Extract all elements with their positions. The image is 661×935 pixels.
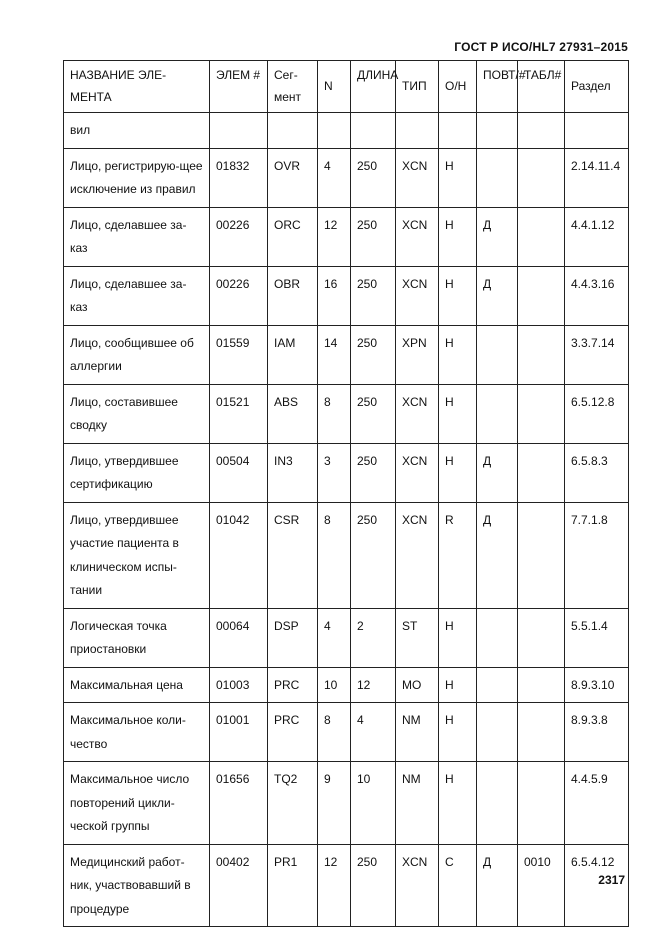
cell-type: XCN — [396, 844, 439, 927]
cell-type: XCN — [396, 266, 439, 325]
cell-n: 3 — [318, 443, 351, 502]
cell-optionality: R — [439, 502, 477, 608]
cell-name: Логическая точка приостановки — [64, 608, 210, 667]
cell-section — [565, 113, 629, 149]
cell-n — [318, 113, 351, 149]
cell-optionality: Н — [439, 443, 477, 502]
cell-elem — [210, 113, 268, 149]
col-header-section: Раздел — [565, 61, 629, 113]
col-header-repetition: ПОВТ/# — [477, 61, 518, 113]
cell-optionality: Н — [439, 148, 477, 207]
cell-segment: DSP — [268, 608, 318, 667]
cell-repetition — [477, 113, 518, 149]
table-header-row — [64, 61, 629, 113]
cell-table — [518, 443, 565, 502]
cell-length: 250 — [351, 207, 396, 266]
cell-length: 250 — [351, 325, 396, 384]
cell-table — [518, 608, 565, 667]
table-row — [64, 266, 629, 325]
cell-table — [518, 113, 565, 149]
cell-type: MO — [396, 667, 439, 703]
cell-optionality: Н — [439, 703, 477, 762]
cell-name: Лицо, утвердившее участие пациента в клиническом испы-тании — [64, 502, 210, 608]
cell-repetition — [477, 703, 518, 762]
cell-segment: IAM — [268, 325, 318, 384]
cell-type: XCN — [396, 443, 439, 502]
cell-segment: OVR — [268, 148, 318, 207]
cell-type: XCN — [396, 148, 439, 207]
cell-elem: 00226 — [210, 207, 268, 266]
cell-name: Лицо, сделавшее за-каз — [64, 207, 210, 266]
cell-type: XCN — [396, 207, 439, 266]
cell-optionality: С — [439, 844, 477, 927]
col-header-n: N — [318, 61, 351, 113]
cell-repetition: Д — [477, 502, 518, 608]
cell-elem: 01656 — [210, 762, 268, 845]
cell-segment — [268, 113, 318, 149]
cell-segment: PRC — [268, 667, 318, 703]
table-row — [64, 502, 629, 608]
col-header-optionality: О/Н — [439, 61, 477, 113]
cell-optionality: Н — [439, 384, 477, 443]
cell-elem: 00064 — [210, 608, 268, 667]
cell-repetition — [477, 667, 518, 703]
cell-elem: 01559 — [210, 325, 268, 384]
cell-name: Максимальное число повторений цикли-ческой группы — [64, 762, 210, 845]
cell-name: Лицо, сообщившее об аллергии — [64, 325, 210, 384]
cell-elem: 01001 — [210, 703, 268, 762]
cell-table: 0010 — [518, 844, 565, 927]
table-row — [64, 703, 629, 762]
cell-name: Лицо, составившее сводку — [64, 384, 210, 443]
cell-type: XPN — [396, 325, 439, 384]
cell-type: NM — [396, 703, 439, 762]
cell-segment: OBR — [268, 266, 318, 325]
cell-table — [518, 266, 565, 325]
cell-segment: ORC — [268, 207, 318, 266]
cell-repetition — [477, 325, 518, 384]
cell-segment: TQ2 — [268, 762, 318, 845]
cell-n: 12 — [318, 207, 351, 266]
cell-section: 8.9.3.8 — [565, 703, 629, 762]
cell-optionality: Н — [439, 325, 477, 384]
cell-repetition: Д — [477, 443, 518, 502]
cell-table — [518, 667, 565, 703]
cell-section: 5.5.1.4 — [565, 608, 629, 667]
cell-section: 4.4.1.12 — [565, 207, 629, 266]
cell-optionality — [439, 113, 477, 149]
cell-length: 250 — [351, 443, 396, 502]
cell-repetition — [477, 384, 518, 443]
cell-section: 6.5.8.3 — [565, 443, 629, 502]
cell-name: Максимальное коли-чество — [64, 703, 210, 762]
table-row — [64, 113, 629, 149]
cell-section: 4.4.3.16 — [565, 266, 629, 325]
cell-elem: 00226 — [210, 266, 268, 325]
cell-table — [518, 207, 565, 266]
cell-n: 8 — [318, 384, 351, 443]
cell-optionality: Н — [439, 667, 477, 703]
cell-name: Лицо, утвердившее сертификацию — [64, 443, 210, 502]
cell-optionality: Н — [439, 266, 477, 325]
cell-elem: 00504 — [210, 443, 268, 502]
cell-length: 250 — [351, 266, 396, 325]
cell-name: Лицо, сделавшее за-каз — [64, 266, 210, 325]
cell-n: 8 — [318, 502, 351, 608]
cell-repetition: Д — [477, 207, 518, 266]
table-row — [64, 148, 629, 207]
table-row — [64, 443, 629, 502]
cell-table — [518, 384, 565, 443]
cell-section: 2.14.11.4 — [565, 148, 629, 207]
cell-name: Максимальная цена — [64, 667, 210, 703]
cell-section: 4.4.5.9 — [565, 762, 629, 845]
cell-length: 250 — [351, 384, 396, 443]
data-elements-table — [63, 60, 629, 927]
cell-optionality: Н — [439, 207, 477, 266]
cell-optionality: Н — [439, 608, 477, 667]
cell-length: 10 — [351, 762, 396, 845]
cell-type: ST — [396, 608, 439, 667]
col-header-name: НАЗВАНИЕ ЭЛЕ-МЕНТА — [64, 61, 210, 113]
cell-elem: 01042 — [210, 502, 268, 608]
cell-type — [396, 113, 439, 149]
cell-length: 250 — [351, 502, 396, 608]
cell-section: 7.7.1.8 — [565, 502, 629, 608]
cell-section: 8.9.3.10 — [565, 667, 629, 703]
cell-name: Медицинский работ-ник, участвовавший в процедуре — [64, 844, 210, 927]
cell-repetition — [477, 148, 518, 207]
document-header: ГОСТ Р ИСО/HL7 27931–2015 — [454, 40, 628, 54]
cell-name: вил — [64, 113, 210, 149]
cell-length — [351, 113, 396, 149]
cell-elem: 01832 — [210, 148, 268, 207]
cell-elem: 00402 — [210, 844, 268, 927]
table-row — [64, 667, 629, 703]
cell-type: XCN — [396, 502, 439, 608]
cell-repetition: Д — [477, 266, 518, 325]
cell-table — [518, 502, 565, 608]
cell-length: 12 — [351, 667, 396, 703]
cell-elem: 01003 — [210, 667, 268, 703]
col-header-segment: Сег-мент — [268, 61, 318, 113]
cell-length: 250 — [351, 148, 396, 207]
cell-segment: PR1 — [268, 844, 318, 927]
cell-table — [518, 148, 565, 207]
cell-optionality: Н — [439, 762, 477, 845]
page-number: 2317 — [598, 873, 625, 887]
cell-repetition — [477, 762, 518, 845]
cell-table — [518, 703, 565, 762]
cell-type: XCN — [396, 384, 439, 443]
cell-n: 12 — [318, 844, 351, 927]
cell-repetition: Д — [477, 844, 518, 927]
col-header-type: ТИП — [396, 61, 439, 113]
table-row — [64, 608, 629, 667]
cell-length: 2 — [351, 608, 396, 667]
cell-name: Лицо, регистрирую-щее исключение из правил — [64, 148, 210, 207]
cell-n: 14 — [318, 325, 351, 384]
table-row — [64, 384, 629, 443]
cell-table — [518, 762, 565, 845]
cell-n: 9 — [318, 762, 351, 845]
cell-n: 4 — [318, 148, 351, 207]
cell-segment: ABS — [268, 384, 318, 443]
table-row — [64, 207, 629, 266]
cell-type: NM — [396, 762, 439, 845]
cell-table — [518, 325, 565, 384]
cell-elem: 01521 — [210, 384, 268, 443]
cell-n: 8 — [318, 703, 351, 762]
cell-section: 6.5.4.12 — [565, 844, 629, 927]
cell-segment: IN3 — [268, 443, 318, 502]
cell-repetition — [477, 608, 518, 667]
table-row — [64, 325, 629, 384]
col-header-elem: ЭЛЕМ # — [210, 61, 268, 113]
col-header-table: ТАБЛ# — [518, 61, 565, 113]
cell-segment: PRC — [268, 703, 318, 762]
cell-n: 10 — [318, 667, 351, 703]
table-row — [64, 762, 629, 845]
cell-n: 4 — [318, 608, 351, 667]
cell-segment: CSR — [268, 502, 318, 608]
col-header-length: ДЛИНА — [351, 61, 396, 113]
cell-n: 16 — [318, 266, 351, 325]
cell-section: 3.3.7.14 — [565, 325, 629, 384]
cell-section: 6.5.12.8 — [565, 384, 629, 443]
cell-length: 250 — [351, 844, 396, 927]
cell-length: 4 — [351, 703, 396, 762]
table-row — [64, 844, 629, 927]
